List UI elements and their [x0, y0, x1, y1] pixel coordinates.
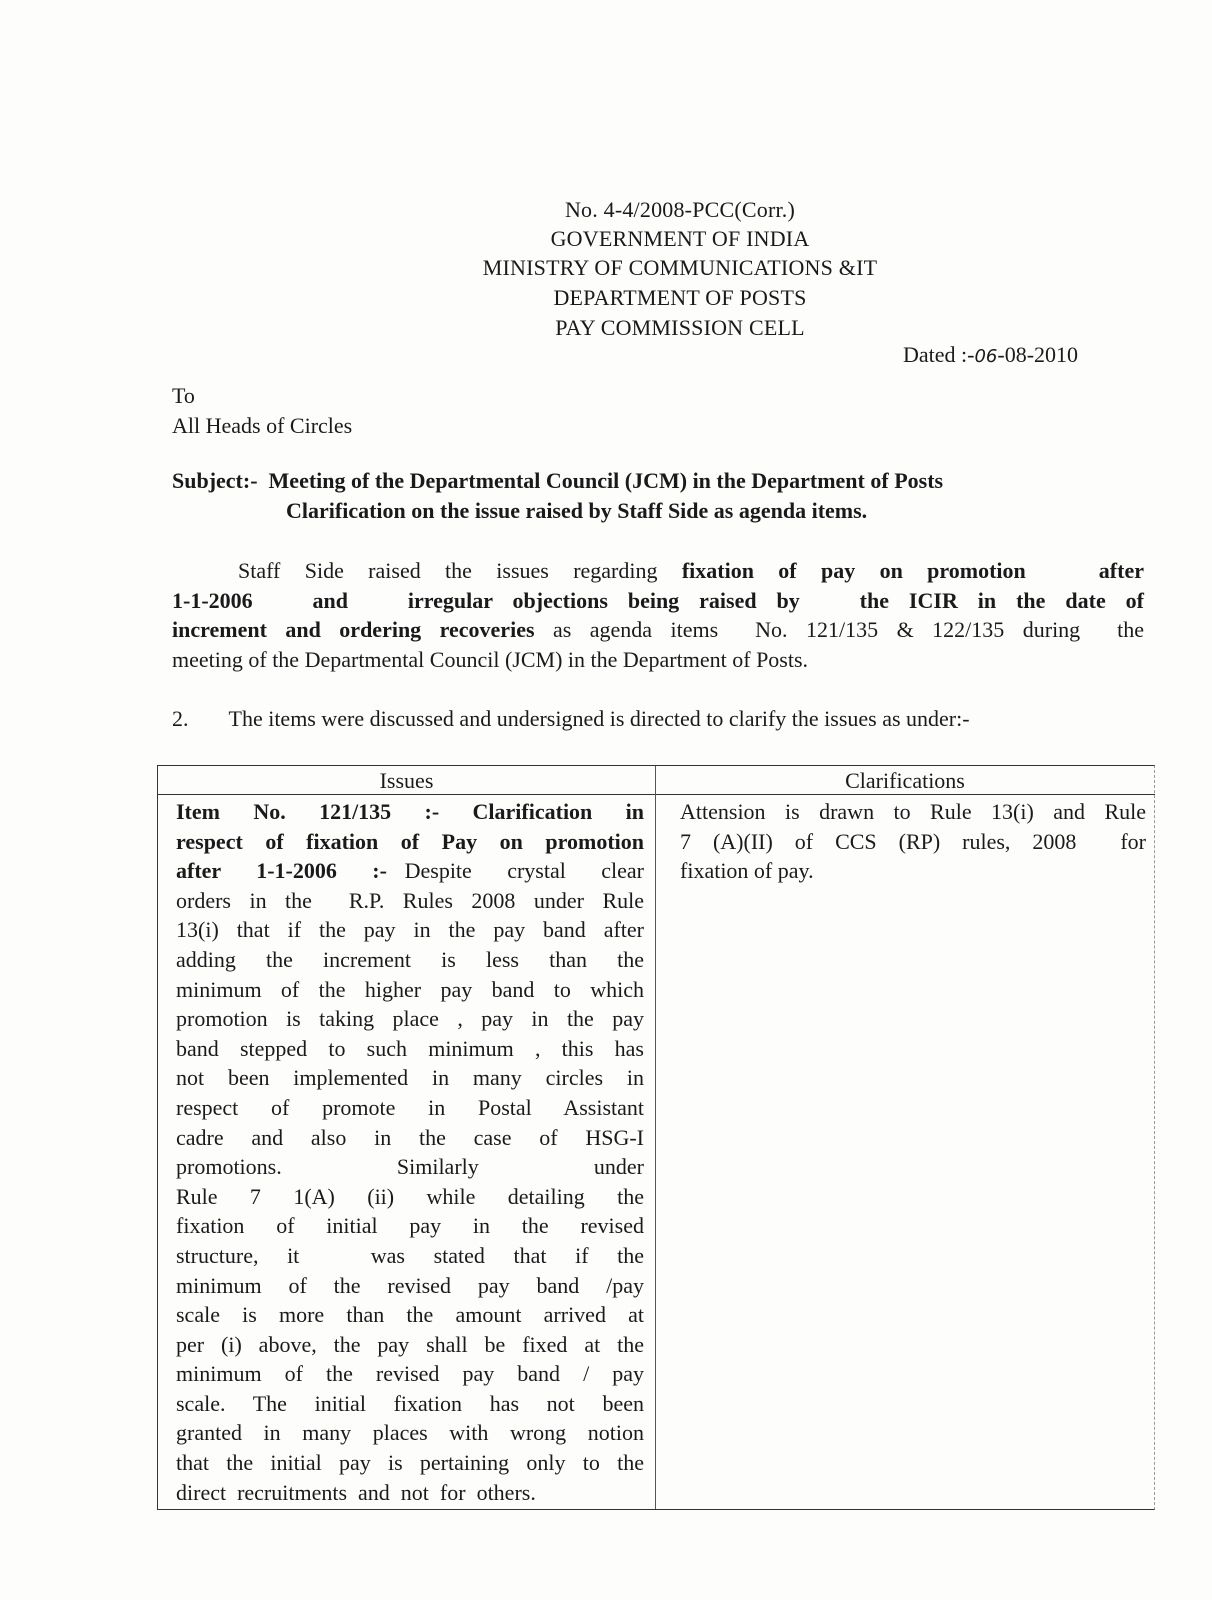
text-line	[680, 797, 1146, 827]
header-issues: Issues	[158, 766, 655, 795]
text: Staff Side raised the issues regarding	[238, 558, 682, 583]
text-line	[176, 1004, 644, 1034]
text: band stepped to such minimum , this has	[176, 1035, 644, 1061]
recipient: All Heads of Circles	[172, 412, 353, 438]
text-line	[176, 1123, 644, 1153]
text-line	[176, 1182, 644, 1212]
text: granted in many places with wrong notion	[176, 1420, 644, 1446]
text-line	[176, 975, 644, 1005]
bold-text: increment and ordering recoveries	[172, 617, 535, 643]
text: structure, it was stated that if the	[176, 1242, 644, 1268]
text: minimum of the revised pay band /pay	[176, 1272, 644, 1298]
issue-cell	[176, 797, 644, 1507]
text-line	[176, 856, 644, 886]
text-line	[176, 1152, 644, 1182]
subject-label: Subject:-	[172, 468, 258, 493]
bold-text: after 1-1-2006 :-	[176, 858, 387, 884]
subject-line-2: Clarification on the issue raised by Staff Side as agenda items.	[286, 497, 868, 523]
text-line	[176, 1034, 644, 1064]
text-line	[176, 1300, 644, 1330]
date-line	[903, 342, 1078, 368]
text: meeting of the Departmental Council (JCM) in the Department of Posts.	[172, 646, 809, 672]
text: as agenda items No. 121/135 & 122/135 during the	[534, 617, 1144, 643]
bold-text: respect of fixation of Pay on promotion	[176, 828, 644, 854]
text: per (i) above, the pay shall be fixed at the	[176, 1331, 644, 1357]
bold-text: 1-1-2006 and irregular objections being raised by the ICIR in the date of	[172, 587, 1144, 613]
text-line	[172, 615, 1144, 645]
text: minimum of the revised pay band / pay	[176, 1361, 644, 1387]
text-line	[176, 915, 644, 945]
text: that the initial pay is pertaining only to the	[176, 1450, 644, 1476]
paragraph-number: 2.	[172, 706, 189, 731]
text-line	[176, 1478, 644, 1508]
bold-text: Item No. 121/135 :- Clarification in	[176, 799, 644, 824]
header-government: GOVERNMENT OF INDIA	[550, 226, 810, 251]
text-line	[176, 1063, 644, 1093]
text: direct recruitments and not for others.	[176, 1479, 536, 1505]
subject-block	[172, 466, 943, 525]
text-line	[176, 1330, 644, 1360]
text: promotions. Similarly under	[176, 1154, 644, 1180]
dated-day-handwritten: 06	[974, 346, 998, 367]
text: scale is more than the amount arrived at	[176, 1302, 644, 1328]
text: Attension is drawn to Rule 13(i) and Rule	[680, 799, 1146, 824]
text-line	[176, 1271, 644, 1301]
header-clarifications: Clarifications	[655, 766, 1155, 795]
text: adding the increment is less than the	[176, 946, 644, 972]
header-cell: PAY COMMISSION CELL	[555, 315, 805, 340]
header-department: DEPARTMENT OF POSTS	[553, 285, 807, 310]
address-block	[172, 381, 352, 440]
text: promotion is taking place , pay in the pay	[176, 1006, 644, 1032]
header-ministry: MINISTRY OF COMMUNICATIONS &IT	[482, 255, 878, 280]
dated-label: Dated :-	[903, 342, 975, 367]
text-line	[176, 1211, 644, 1241]
to-label: To	[172, 383, 195, 408]
paragraph-2	[172, 706, 970, 732]
text: cadre and also in the case of HSG-I	[176, 1124, 644, 1150]
text-line	[172, 586, 1144, 616]
text: orders in the R.P. Rules 2008 under Rule	[176, 887, 644, 913]
text: Despite crystal clear	[386, 858, 644, 884]
text: fixation of pay.	[680, 858, 814, 884]
text-line	[176, 1359, 644, 1389]
subject-line-1: Meeting of the Departmental Council (JCM) in the Department of Posts	[268, 468, 944, 493]
text: Rule 7 1(A) (ii) while detailing the	[176, 1183, 644, 1209]
text: 13(i) that if the pay in the pay band after	[176, 917, 644, 943]
text-line	[172, 556, 1144, 586]
column-divider	[655, 766, 656, 1509]
paragraph-2-text: The items were discussed and undersigned is directed to clarify the issues as under:-	[228, 706, 970, 731]
paragraph-1	[172, 556, 1144, 674]
text: not been implemented in many circles in	[176, 1065, 644, 1091]
text: respect of promote in Postal Assistant	[176, 1094, 644, 1120]
text-line	[176, 1389, 644, 1419]
text-line	[172, 645, 1144, 675]
clarification-cell	[680, 797, 1146, 886]
bold-text: fixation of pay on promotion after	[681, 558, 1144, 583]
text: fixation of initial pay in the revised	[176, 1213, 644, 1239]
text: scale. The initial fixation has not been	[176, 1390, 644, 1416]
text-line	[176, 1448, 644, 1478]
reference-number: No. 4-4/2008-PCC(Corr.)	[564, 197, 796, 222]
text-line	[176, 827, 644, 857]
text-line	[176, 1418, 644, 1448]
text-line	[680, 856, 1146, 886]
issues-table	[157, 765, 1155, 1510]
text-line	[176, 797, 644, 827]
text-line	[680, 827, 1146, 857]
text-line	[176, 886, 644, 916]
text: 7 (A)(II) of CCS (RP) rules, 2008 for	[680, 828, 1146, 854]
text-line	[176, 945, 644, 975]
text-line	[176, 1241, 644, 1271]
text: minimum of the higher pay band to which	[176, 976, 644, 1002]
text-line	[176, 1093, 644, 1123]
dated-month-year: -08-2010	[997, 342, 1079, 367]
